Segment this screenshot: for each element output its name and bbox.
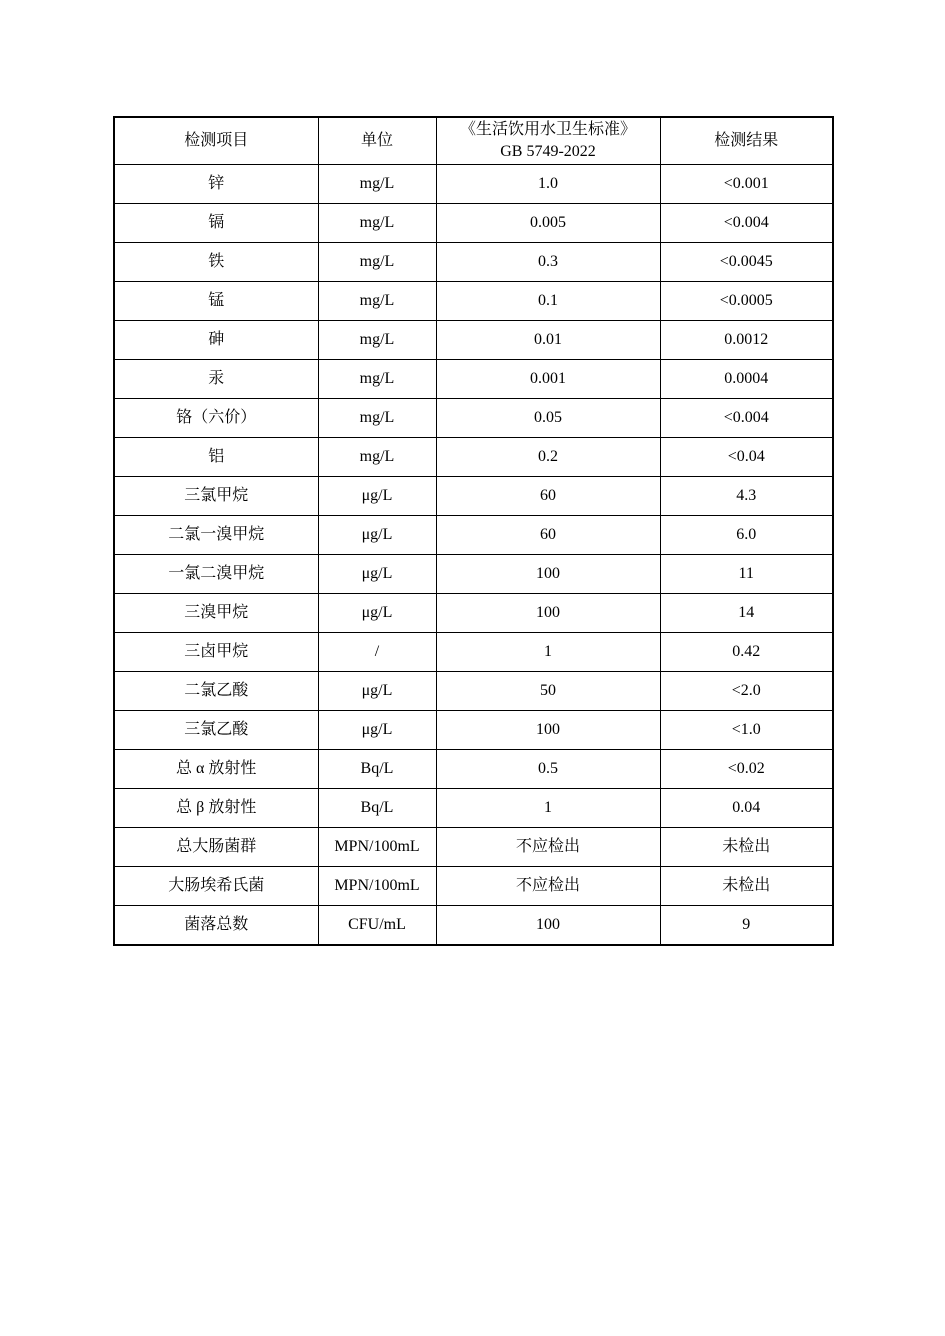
table-row (114, 282, 833, 321)
cell-unit: μg/L (318, 594, 436, 633)
cell-standard: 100 (436, 555, 660, 594)
cell-unit: μg/L (318, 477, 436, 516)
table-body (114, 165, 833, 946)
cell-standard: 60 (436, 516, 660, 555)
cell-unit: MPN/100mL (318, 828, 436, 867)
table-row (114, 789, 833, 828)
cell-standard: 0.5 (436, 750, 660, 789)
cell-standard: 100 (436, 906, 660, 946)
cell-item: 砷 (114, 321, 318, 360)
table-row (114, 672, 833, 711)
water-quality-table (113, 116, 834, 946)
cell-unit: Bq/L (318, 750, 436, 789)
cell-item: 锰 (114, 282, 318, 321)
cell-item: 一氯二溴甲烷 (114, 555, 318, 594)
cell-standard: 60 (436, 477, 660, 516)
cell-item: 二氯一溴甲烷 (114, 516, 318, 555)
cell-unit: mg/L (318, 243, 436, 282)
cell-item: 铝 (114, 438, 318, 477)
cell-standard: 0.1 (436, 282, 660, 321)
cell-result: <0.0005 (660, 282, 833, 321)
table-row (114, 438, 833, 477)
col-header-result: 检测结果 (660, 117, 833, 165)
cell-standard: 0.01 (436, 321, 660, 360)
cell-result: <0.02 (660, 750, 833, 789)
cell-standard: 50 (436, 672, 660, 711)
table-row (114, 516, 833, 555)
cell-item: 二氯乙酸 (114, 672, 318, 711)
cell-unit: CFU/mL (318, 906, 436, 946)
cell-item: 铬（六价） (114, 399, 318, 438)
cell-result: <0.004 (660, 204, 833, 243)
cell-result: 未检出 (660, 828, 833, 867)
cell-standard: 100 (436, 594, 660, 633)
table-row (114, 906, 833, 946)
cell-unit: mg/L (318, 438, 436, 477)
cell-item: 三溴甲烷 (114, 594, 318, 633)
cell-standard: 0.3 (436, 243, 660, 282)
cell-unit: mg/L (318, 360, 436, 399)
cell-result: 未检出 (660, 867, 833, 906)
cell-result: <0.001 (660, 165, 833, 204)
col-header-unit: 单位 (318, 117, 436, 165)
cell-item: 三氯甲烷 (114, 477, 318, 516)
cell-item: 铁 (114, 243, 318, 282)
cell-result: 0.0004 (660, 360, 833, 399)
cell-standard: 1.0 (436, 165, 660, 204)
table-row (114, 204, 833, 243)
cell-unit: mg/L (318, 204, 436, 243)
cell-item: 锌 (114, 165, 318, 204)
cell-result: 11 (660, 555, 833, 594)
cell-item: 三卤甲烷 (114, 633, 318, 672)
cell-unit: mg/L (318, 321, 436, 360)
cell-standard: 0.005 (436, 204, 660, 243)
header-row (114, 117, 833, 165)
cell-unit: μg/L (318, 711, 436, 750)
table-row (114, 633, 833, 672)
cell-result: <0.0045 (660, 243, 833, 282)
cell-unit: mg/L (318, 399, 436, 438)
cell-result: 0.04 (660, 789, 833, 828)
cell-standard: 0.001 (436, 360, 660, 399)
cell-result: 0.0012 (660, 321, 833, 360)
cell-item: 总大肠菌群 (114, 828, 318, 867)
table-row (114, 399, 833, 438)
standard-code-line: GB 5749-2022 (500, 143, 596, 160)
cell-standard: 1 (436, 633, 660, 672)
table-row (114, 360, 833, 399)
col-header-item: 检测项目 (114, 117, 318, 165)
cell-standard: 0.05 (436, 399, 660, 438)
table-row (114, 867, 833, 906)
table-row (114, 321, 833, 360)
table-header (114, 117, 833, 165)
cell-result: 0.42 (660, 633, 833, 672)
cell-item: 总 β 放射性 (114, 789, 318, 828)
cell-unit: Bq/L (318, 789, 436, 828)
cell-result: 9 (660, 906, 833, 946)
cell-unit: / (318, 633, 436, 672)
table-row (114, 750, 833, 789)
cell-result: <1.0 (660, 711, 833, 750)
cell-unit: mg/L (318, 165, 436, 204)
cell-item: 菌落总数 (114, 906, 318, 946)
cell-standard: 不应检出 (436, 828, 660, 867)
cell-item: 三氯乙酸 (114, 711, 318, 750)
table-row (114, 555, 833, 594)
table-row (114, 828, 833, 867)
cell-result: <0.04 (660, 438, 833, 477)
standard-name-line: 《生活饮用水卫生标准》 (459, 121, 636, 138)
cell-standard: 不应检出 (436, 867, 660, 906)
cell-standard: 0.2 (436, 438, 660, 477)
cell-unit: μg/L (318, 672, 436, 711)
cell-standard: 1 (436, 789, 660, 828)
cell-item: 汞 (114, 360, 318, 399)
cell-unit: μg/L (318, 555, 436, 594)
table-row (114, 165, 833, 204)
table-row (114, 477, 833, 516)
cell-result: 6.0 (660, 516, 833, 555)
cell-result: 4.3 (660, 477, 833, 516)
cell-unit: mg/L (318, 282, 436, 321)
cell-item: 总 α 放射性 (114, 750, 318, 789)
cell-unit: MPN/100mL (318, 867, 436, 906)
table-row (114, 711, 833, 750)
cell-result: <2.0 (660, 672, 833, 711)
table-row (114, 594, 833, 633)
cell-unit: μg/L (318, 516, 436, 555)
cell-standard: 100 (436, 711, 660, 750)
table-row (114, 243, 833, 282)
cell-result: 14 (660, 594, 833, 633)
cell-result: <0.004 (660, 399, 833, 438)
cell-item: 大肠埃希氏菌 (114, 867, 318, 906)
cell-item: 镉 (114, 204, 318, 243)
col-header-standard (436, 117, 660, 165)
